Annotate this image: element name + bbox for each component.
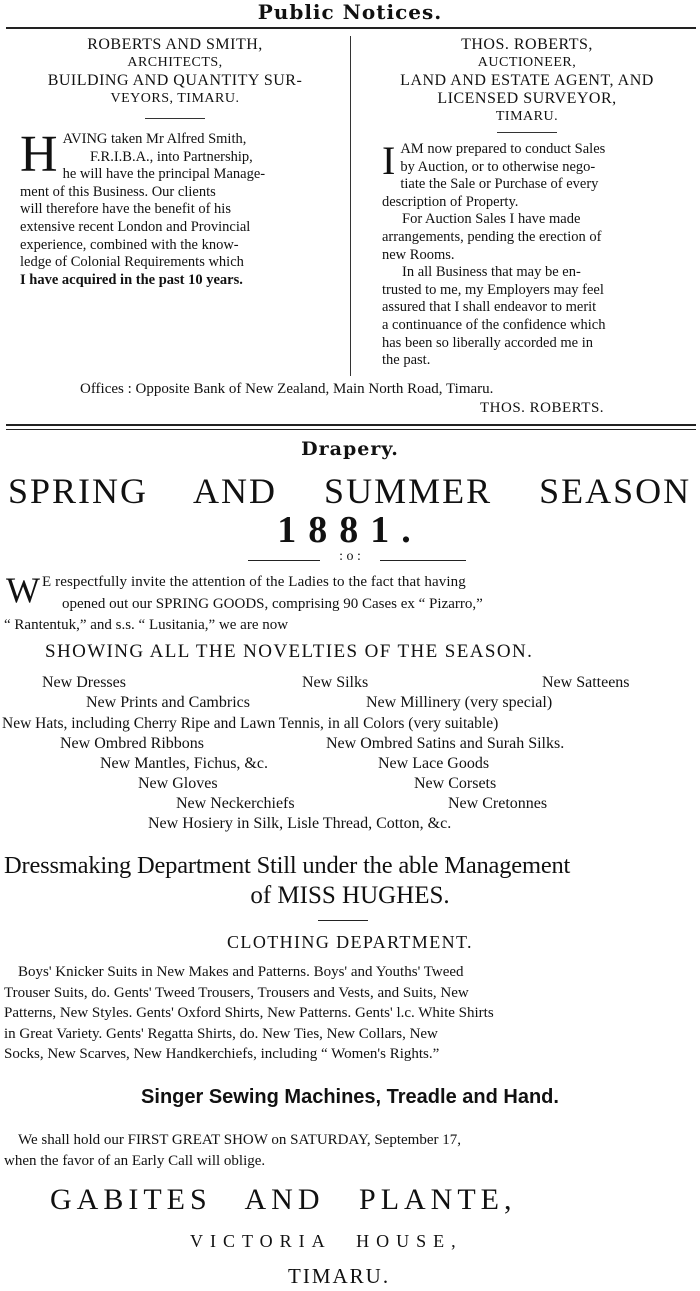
ornament-line [248,560,320,561]
paragraph-line: assured that I shall endeavor to merit [382,299,597,316]
profession-line: BUILDING AND QUANTITY SUR- [47,72,303,89]
section-title-drapery: Drapery. [301,438,399,460]
paragraph-line: Patterns, New Styles. Gents' Oxford Shirts, New Patterns. Gents' l.c. White Shirts [4,1005,494,1021]
profession: ARCHITECTS, [127,55,223,70]
list-item: New Corsets [414,775,497,792]
divider [497,132,557,133]
paragraph-line: F.R.I.B.A., into Partnership, [90,148,253,165]
section-title-public-notices: Public Notices. [257,0,443,24]
paragraph-line: trusted to me, my Employers may feel [382,281,604,298]
paragraph-line: will therefore have the benefit of his [20,201,231,218]
divider [145,118,205,119]
paragraph-line: he will have the principal Manage- [62,166,266,183]
list-item: New Cretonnes [448,795,548,812]
drop-cap: W [6,570,40,610]
divider [318,920,368,921]
list-item: New Prints and Cambrics [86,694,250,711]
paragraph-line: Boys' Knicker Suits in New Makes and Patterns. Boys' and Youths' Tweed [18,964,464,980]
section-rule [6,429,696,430]
title: AUCTIONEER, [477,55,577,70]
list-item: New Hats, including Cherry Ripe and Lawn Tennis, in all Colors (very suitable) [2,715,499,732]
list-item: New Silks [302,674,369,691]
clothing-heading: CLOTHING DEPARTMENT. [227,932,473,952]
ornament: : o : [339,549,361,564]
paragraph-line: arrangements, pending the erection of [382,228,602,245]
drop-cap: H [20,126,58,183]
list-item: New Lace Goods [378,755,490,772]
column-divider [350,36,351,376]
paragraph-line: experience, combined with the know- [20,236,239,253]
paragraph-line: ment of this Business. Our clients [20,183,216,200]
title: LICENSED SURVEYOR, [437,90,617,107]
paragraph-line: ledge of Colonial Requirements which [20,254,244,271]
section-rule [6,424,696,426]
list-item: New Millinery (very special) [366,694,553,711]
ornament-line [380,560,466,561]
intro-line: E respectfully invite the attention of the Ladies to the fact that having [42,574,466,590]
show-line: We shall hold our FIRST GREAT SHOW on SATURDAY, September 17, [18,1132,461,1148]
list-item: New Ombred Satins and Surah Silks. [326,735,565,752]
paragraph-line: For Auction Sales I have made [402,211,581,228]
roberts-smith-ad [10,36,340,289]
list-item: New Mantles, Fichus, &c. [100,755,268,772]
show-line: when the favor of an Early Call will oblige. [4,1153,266,1169]
paragraph-line: Trouser Suits, do. Gents' Tweed Trousers, Trousers and Vests, and Suits, New [4,984,469,1001]
paragraph-line: I have acquired in the past 10 years. [20,271,243,288]
thos-roberts-ad [362,36,692,370]
list-item: New Gloves [138,775,218,792]
paragraph-line: new Rooms. [382,246,455,263]
list-item: New Neckerchiefs [176,795,295,812]
profession-line: VEYORS, TIMARU. [110,91,240,106]
header-rule [6,27,696,29]
paragraph-line: AVING taken Mr Alfred Smith, [62,131,247,147]
paragraph-line: In all Business that may be en- [402,264,581,281]
season-headline: SPRING AND SUMMER SEASON [8,471,692,511]
paragraph-line: a continuance of the confidence which [382,316,606,333]
paragraph-line: extensive recent London and Provincial [20,218,251,235]
list-item: New Ombred Ribbons [60,735,204,752]
drop-cap: I [382,138,396,183]
list-item: New Hosiery in Silk, Lisle Thread, Cotton, &c. [148,815,452,832]
paragraph-line: the past. [382,352,431,369]
signature: THOS. ROBERTS. [480,400,605,416]
firm-name: ROBERTS AND SMITH, [87,36,263,53]
paragraph-line: AM now prepared to conduct Sales [400,141,606,157]
paragraph-line: has been so liberally accorded me in [382,334,593,351]
paragraph-line: by Auction, or to otherwise nego- [400,158,596,175]
list-item: New Satteens [542,674,630,691]
list-item: New Dresses [42,674,126,691]
season-year: 1881. [277,509,423,551]
firm-name: GABITES AND PLANTE, [50,1183,517,1216]
title: LAND AND ESTATE AGENT, AND [400,72,654,89]
intro-line: “ Rantentuk,” and s.s. “ Lusitania,” we are now [4,617,289,633]
house-name: VICTORIA HOUSE, [190,1231,463,1251]
town: TIMARU. [495,109,559,124]
town-name: TIMARU. [288,1264,391,1288]
offices-line: Offices : Opposite Bank of New Zealand, Main North Road, Timaru. [80,381,494,397]
paragraph-line: Socks, New Scarves, New Handkerchiefs, including “ Women's Rights.” [4,1046,440,1062]
paragraph-line: description of Property. [382,193,519,210]
dressmaking-line: of MISS HUGHES. [250,882,450,909]
intro-line: opened out our SPRING GOODS, comprising 90 Cases ex “ Pizarro,” [62,596,483,612]
dressmaking-line: Dressmaking Department Still under the able Management [4,852,571,879]
clothing-paragraph [4,962,698,1065]
paragraph-line: tiate the Sale or Purchase of every [400,176,599,193]
name: THOS. ROBERTS, [461,36,593,53]
singer-headline: Singer Sewing Machines, Treadle and Hand. [141,1086,559,1108]
paragraph-line: in Great Variety. Gents' Regatta Shirts, do. New Ties, New Collars, New [4,1025,438,1042]
showing-headline: SHOWING ALL THE NOVELTIES OF THE SEASON. [45,641,534,662]
